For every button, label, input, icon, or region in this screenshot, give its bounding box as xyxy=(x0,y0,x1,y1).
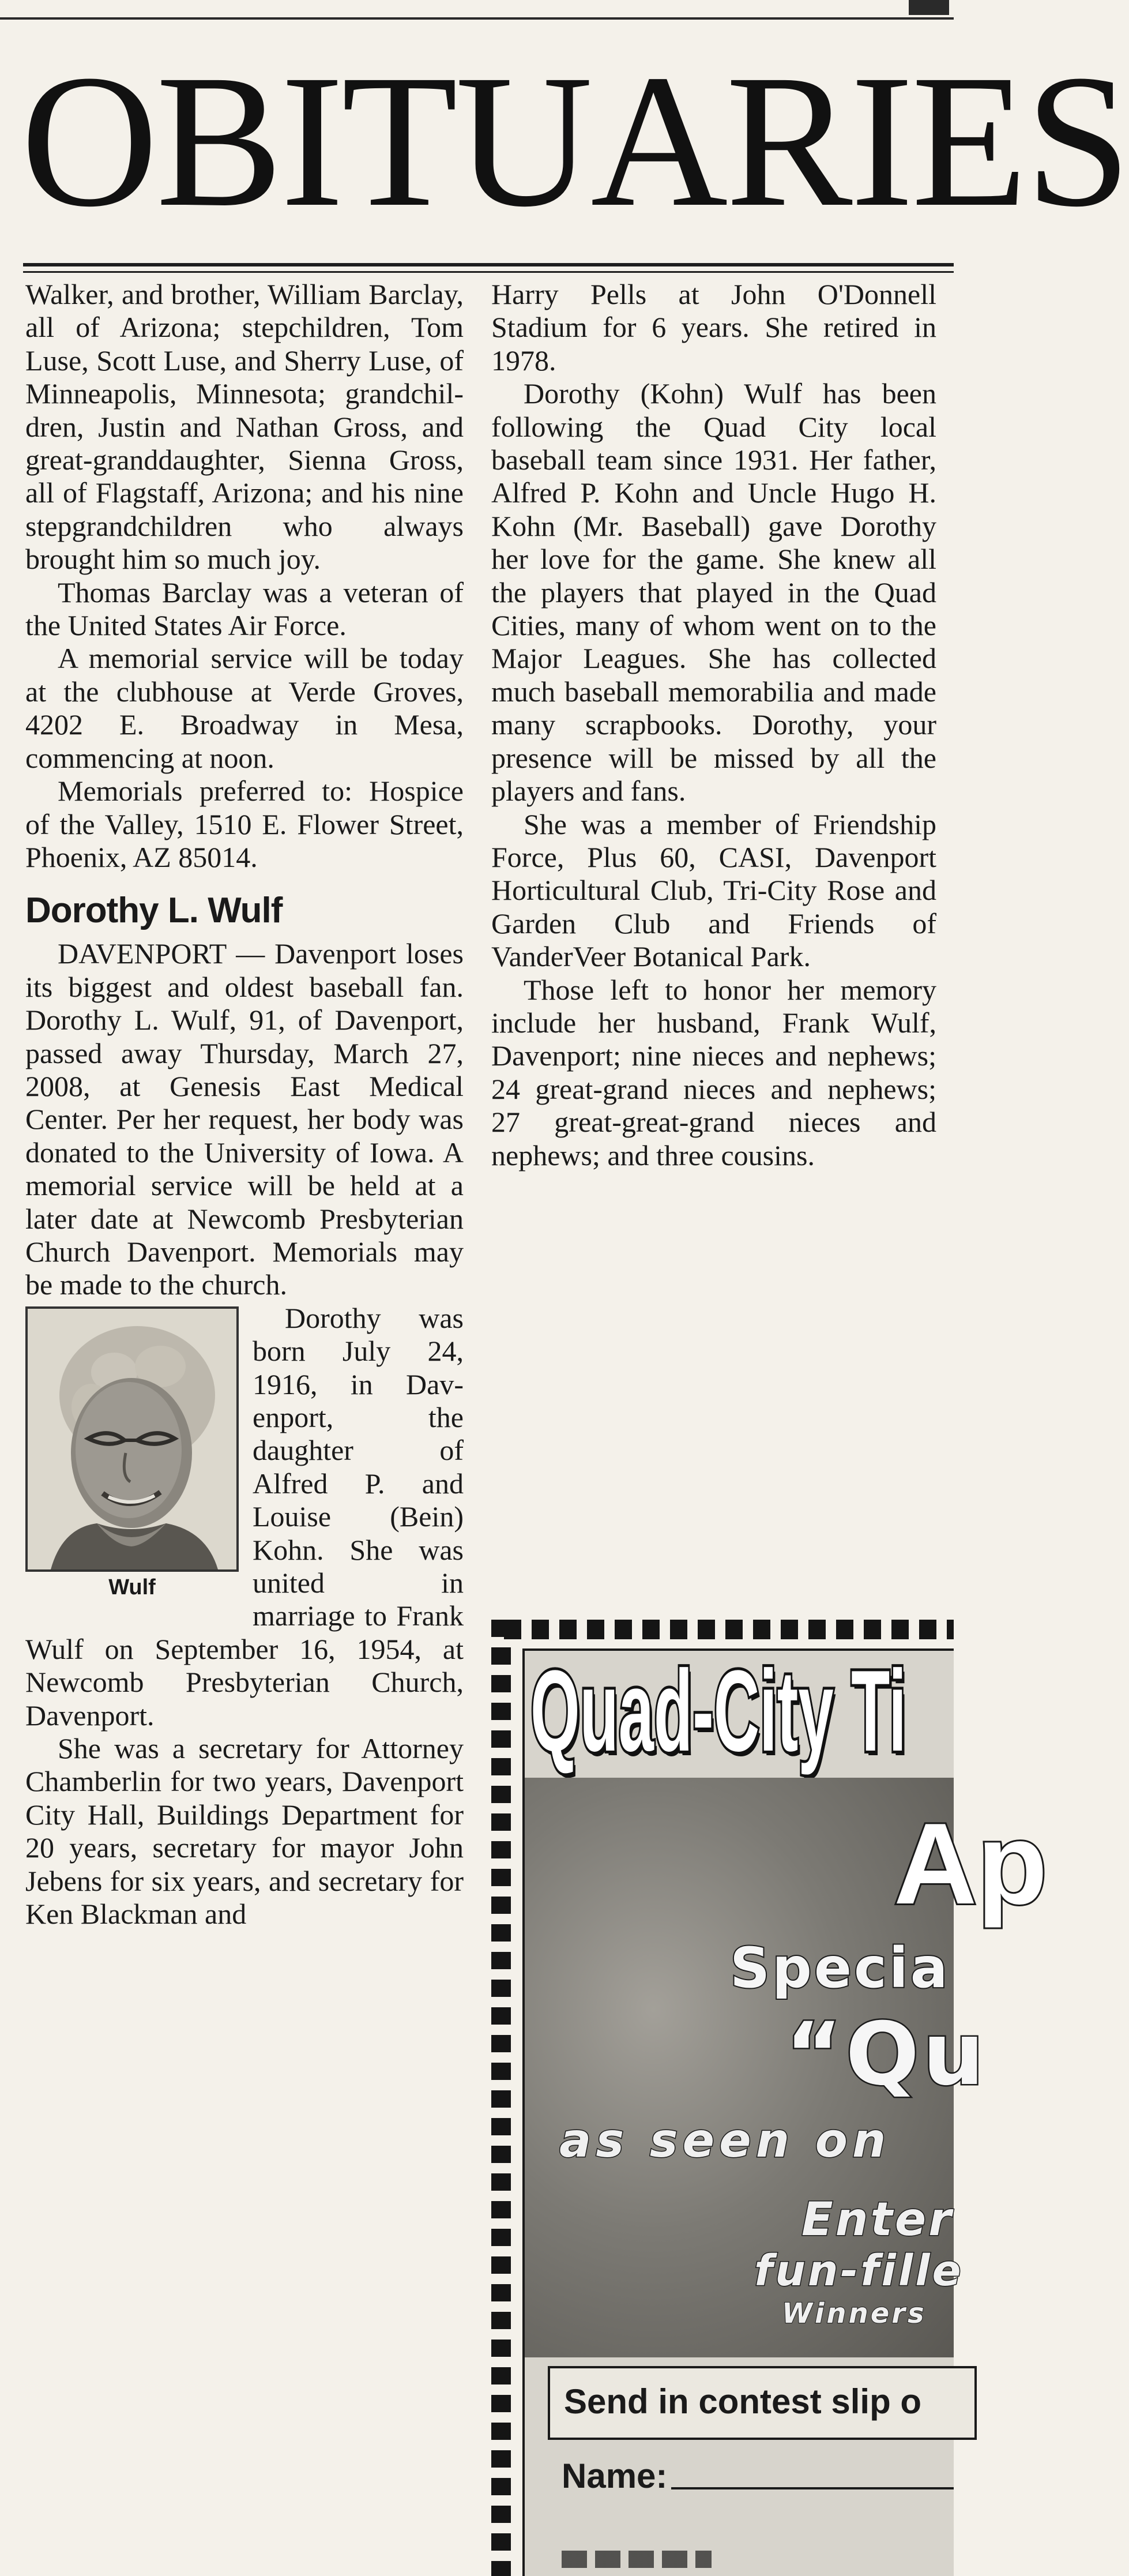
top-rule xyxy=(0,17,954,20)
contest-advertisement xyxy=(491,1605,1048,2576)
obituary-headline: Dorothy L. Wulf xyxy=(25,891,283,931)
ad-line-special: Specia xyxy=(730,1936,950,2000)
ad-line-fun: fun-fille xyxy=(754,2246,964,2296)
column-left xyxy=(25,278,464,1931)
wulf-career-paragraph: She was a secretary for Attorney Chamberlin for two years, Davenport City Hall, Buildings Department for 20 years, secretary for mayor John Jebens for six years, and secretary for Ken Blackman and xyxy=(25,1732,464,1931)
portrait-photo xyxy=(25,1306,239,1601)
barclay-service-paragraph: A memorial service will be today at the clubhouse at Verde Groves, 4202 E. Broadway in Mesa, commencing at noon. xyxy=(25,642,464,774)
wulf-intro-paragraph: DAVENPORT — Davenport loses its biggest and oldest baseball fan. Dorothy L. Wulf, 91, of Davenport, passed away Thursday, March 27, 2008, at Genesis East Medical Center. Per her request, her body was donated to the University of Iowa. A memorial service will be held at a later date at Newcomb Presbyterian Church Davenport. Memorials may be made to the church. xyxy=(25,937,464,1301)
wulf-memberships-paragraph: She was a member of Friendship Force, Plus 60, CASI, Davenport Horticultural Club, Tri-City Rose and Garden Club and Friends of VanderVeer Botanical Park. xyxy=(491,808,936,973)
barclay-veteran-paragraph: Thomas Barclay was a veteran of the United States Air Force. xyxy=(25,576,464,642)
ad-panel xyxy=(522,1647,1048,2576)
ad-dashed-border-left xyxy=(491,1620,511,2576)
ad-dashed-border-top xyxy=(504,1620,954,1639)
portrait-image xyxy=(28,1309,236,1569)
barclay-continued-paragraph: Walker, and brother, William Barclay, all of Arizona; stepchildren, Tom Luse, Scott Luse, and Sherry Luse, of Minneapolis, Minnesota; grandchildren, Justin and Nathan Gross, and great-granddaughter, Sienna Gross, all of Flagstaff, Arizona; and his nine stepgrandchildren who always brought him so much joy. xyxy=(25,278,464,576)
ad-next-field-cutoff xyxy=(562,2551,712,2568)
ad-title: Quad-City Ti xyxy=(530,1647,906,1775)
ad-name-field-line xyxy=(671,2487,954,2489)
wulf-career-continued-paragraph: Harry Pells at John O'Donnell Stadium for 6 years. She retired in 1978. xyxy=(491,278,936,377)
ad-line-seen: as seen on xyxy=(559,2113,891,2168)
section-masthead: OBITUARIES xyxy=(21,36,1129,246)
masthead-rule-thin xyxy=(23,271,954,273)
ad-line-ap: Ap xyxy=(894,1800,1048,1928)
ad-contest-slip-title: Send in contest slip o xyxy=(564,2382,922,2421)
ad-line-qu: “Qu xyxy=(785,2004,988,2105)
ad-contest-slip-header xyxy=(548,2366,977,2440)
portrait-frame xyxy=(25,1306,239,1572)
ad-line-winners: Winners xyxy=(782,2297,927,2330)
wulf-baseball-paragraph: Dorothy (Kohn) Wulf has been following the Quad City local baseball team since 1931. Her father, Alfred P. Kohn and Uncle Hugo H. Kohn (Mr. Baseball) gave Dorothy her love for the game. She knew all the players that played in the Quad Cities, many of whom went on to the Major Leagues. She has collected much baseball memorabilia and made many scrapbooks. Dorothy, your presence will be missed by all the players and fans. xyxy=(491,377,936,808)
ad-line-enter: Enter xyxy=(801,2192,954,2246)
top-border xyxy=(0,0,954,21)
column-right xyxy=(491,278,936,1172)
top-edge-fragment xyxy=(909,0,949,15)
wulf-birth-paragraph: Dorothy was born July 24, 1916, in Davenport, the daughter of Alfred P. and Louise (Bein) Kohn. She was united in marriage to Frank Wulf on September 16, 1954, at Newcomb Presbyterian Church, Davenport. xyxy=(25,1301,464,1732)
barclay-memorials-paragraph: Memorials preferred to: Hospice of the Valley, 1510 E. Flower Street, Phoenix, AZ 85014. xyxy=(25,775,464,873)
ad-name-field-label: Name: xyxy=(562,2457,668,2495)
portrait-caption: Wulf xyxy=(108,1575,156,1599)
wulf-survivors-paragraph: Those left to honor her memory include her husband, Frank Wulf, Davenport; nine nieces and nephews; 24 great-grand nieces and nephews; 27 great-great-grand nieces and nephews; and three cousins. xyxy=(491,973,936,1171)
masthead-rule-thick xyxy=(23,263,954,266)
